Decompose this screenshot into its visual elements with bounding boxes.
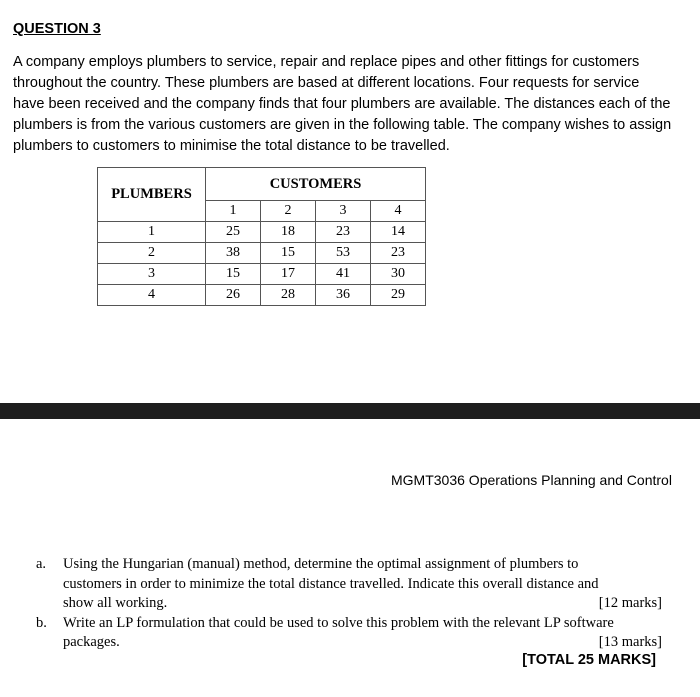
distance-cell: 25 (206, 222, 261, 243)
customer-number: 1 (206, 201, 261, 222)
distance-cell: 26 (206, 285, 261, 306)
plumber-number: 4 (98, 285, 206, 306)
part-text-line: show all working. (63, 595, 168, 611)
distance-cell: 14 (371, 222, 426, 243)
distance-cell: 28 (261, 285, 316, 306)
distance-cell: 36 (316, 285, 371, 306)
intro-line: plumbers to customers to minimise the total distance to be travelled. (13, 138, 450, 154)
part-label: a. (36, 556, 47, 572)
customer-number: 2 (261, 201, 316, 222)
part-label: b. (36, 614, 47, 631)
plumber-number: 3 (98, 264, 206, 285)
distance-cell: 30 (371, 264, 426, 285)
part-text-line: customers in order to minimize the total distance travelled. Indicate this overall distance and (63, 575, 599, 592)
question-intro (13, 52, 678, 157)
distance-cell: 53 (316, 243, 371, 264)
distance-cell: 29 (371, 285, 426, 306)
question-title: QUESTION 3 (13, 21, 101, 37)
part-text-line: packages. (63, 634, 120, 650)
distance-cell: 15 (261, 243, 316, 264)
intro-line: plumbers is from the various customers are given in the following table. The company wishes to assign (13, 117, 672, 133)
intro-line: have been received and the company finds that four plumbers are available. The distances each of the (13, 96, 671, 112)
part-text-line: Using the Hungarian (manual) method, determine the optimal assignment of plumbers to (63, 556, 579, 572)
plumber-number: 2 (98, 243, 206, 264)
total-marks: [TOTAL 25 MARKS] (522, 652, 656, 668)
distance-cell: 23 (316, 222, 371, 243)
table-row (98, 243, 426, 264)
part-a (30, 555, 662, 614)
distance-cell: 38 (206, 243, 261, 264)
distance-cell: 15 (206, 264, 261, 285)
intro-line: A company employs plumbers to service, repair and replace pipes and other fittings for customers (13, 54, 640, 70)
distance-cell: 41 (316, 264, 371, 285)
plumber-number: 1 (98, 222, 206, 243)
table-row (98, 222, 426, 243)
plumbers-header: PLUMBERS (98, 168, 206, 222)
part-last-line (63, 594, 662, 614)
distance-cell: 17 (261, 264, 316, 285)
part-text-line: Write an LP formulation that could be used to solve this problem with the relevant LP software (63, 614, 614, 631)
customer-number: 3 (316, 201, 371, 222)
part-last-line (63, 633, 662, 653)
distance-cell: 18 (261, 222, 316, 243)
part-b (30, 614, 662, 653)
question-parts (30, 555, 662, 653)
customers-header: CUSTOMERS (206, 168, 426, 201)
table-row (98, 285, 426, 306)
part-marks: [13 marks] (598, 634, 662, 650)
part-marks: [12 marks] (598, 595, 662, 611)
table-row (98, 264, 426, 285)
intro-line: throughout the country. These plumbers are based at different locations. Four requests for service (13, 75, 640, 91)
customer-number: 4 (371, 201, 426, 222)
page-divider (0, 403, 700, 419)
distance-table (97, 167, 426, 306)
course-footer: MGMT3036 Operations Planning and Control (391, 472, 672, 488)
distance-cell: 23 (371, 243, 426, 264)
